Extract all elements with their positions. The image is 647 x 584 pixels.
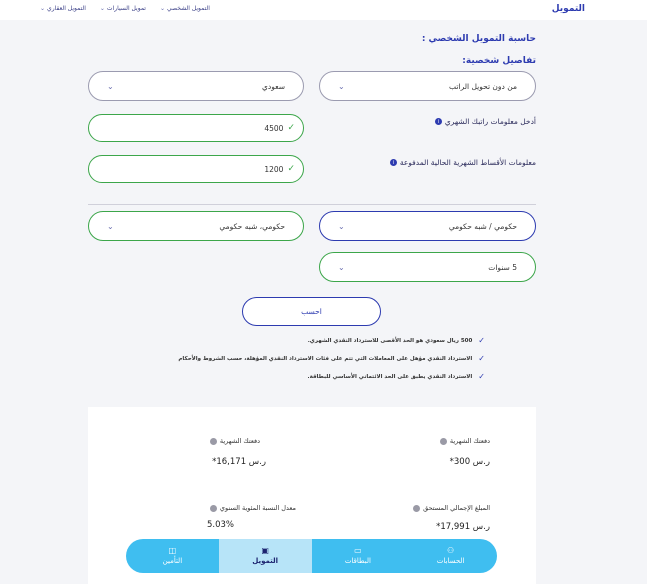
accounts-icon: ⚇ xyxy=(447,546,455,555)
chevron-down-icon: ⌄ xyxy=(107,81,114,91)
salary-value: 4500 xyxy=(264,123,284,133)
select-value: سعودي xyxy=(262,81,285,91)
chevron-down-icon: ⌄ xyxy=(338,262,345,272)
finance-icon: ▣ xyxy=(261,546,269,555)
chevron-down-icon: ⌄ xyxy=(107,221,114,231)
chevron-down-icon: ⌄ xyxy=(99,5,105,12)
nav-real-estate[interactable] xyxy=(40,5,86,12)
section-subtitle: تفاصيل شخصية: xyxy=(462,56,536,66)
nav-label: تمويل السيارات xyxy=(106,5,146,12)
nav-label: التمويل العقاري xyxy=(47,5,86,12)
bottom-nav-accounts[interactable] xyxy=(404,539,497,573)
notes-list xyxy=(178,338,485,392)
info-icon[interactable] xyxy=(210,438,217,445)
select-value: 5 سنوات xyxy=(488,262,517,272)
select-value: حكومي / شبه حكومي xyxy=(448,221,517,231)
bottom-nav-label: التمويل xyxy=(252,557,279,565)
nav-label: التمويل الشخصي xyxy=(167,5,210,12)
employer-type-select[interactable] xyxy=(319,211,536,241)
employer-subtype-select[interactable] xyxy=(88,211,304,241)
bottom-nav-label: الحسابات xyxy=(436,557,465,565)
calculate-button[interactable]: احسب xyxy=(242,297,381,326)
total-amount-label xyxy=(413,504,490,512)
nav-car-finance[interactable] xyxy=(100,5,146,12)
monthly-payment-2-label xyxy=(210,437,260,445)
info-icon[interactable] xyxy=(413,505,420,512)
salary-transfer-select[interactable] xyxy=(319,71,536,101)
monthly-payment-value: ر.س 300* xyxy=(449,457,490,467)
select-value: من دون تحويل الراتب xyxy=(449,81,517,91)
bottom-nav xyxy=(126,539,497,573)
bottom-nav-insurance[interactable] xyxy=(126,539,219,573)
top-nav xyxy=(40,5,210,12)
label-text: معدل النسبة المئوية السنوي xyxy=(219,504,296,512)
bottom-nav-finance[interactable] xyxy=(219,539,312,573)
info-icon[interactable]: i xyxy=(390,159,397,166)
info-icon[interactable]: i xyxy=(435,118,442,125)
divider xyxy=(88,204,536,205)
nav-personal-finance[interactable] xyxy=(160,5,210,12)
top-bar xyxy=(0,0,647,20)
note-item xyxy=(178,356,485,362)
monthly-payment-2-value: ر.س 16,171* xyxy=(212,457,266,467)
note-text: الاسترداد النقدي يطبق على الحد الائتماني الأساسي للبطاقة. xyxy=(307,374,473,380)
check-icon: ✓ xyxy=(287,164,295,174)
apr-value: 5.03% xyxy=(207,520,235,530)
label-text: المبلغ الإجمالي المستحق xyxy=(423,504,490,512)
brand-title[interactable]: التمويل xyxy=(551,4,585,14)
note-item xyxy=(178,374,485,380)
bottom-nav-label: التأمين xyxy=(162,557,183,565)
salary-input[interactable] xyxy=(88,114,304,142)
installments-value: 1200 xyxy=(264,164,284,174)
chevron-down-icon: ⌄ xyxy=(40,5,46,12)
card-icon: ▭ xyxy=(354,546,362,555)
select-value: حكومي، شبه حكومي xyxy=(219,221,285,231)
check-icon: ✓ xyxy=(287,123,295,133)
bottom-nav-cards[interactable] xyxy=(312,539,405,573)
chevron-down-icon: ⌄ xyxy=(159,5,165,12)
note-text: 500 ريال سعودي هو الحد الأقصى للاسترداد النقدي الشهري. xyxy=(307,338,473,344)
chevron-down-icon: ⌄ xyxy=(338,221,345,231)
installments-label xyxy=(390,158,536,167)
label-text: دفعتك الشهرية xyxy=(219,437,260,445)
salary-label-text: أدخل معلومات راتبك الشهري xyxy=(444,117,536,126)
monthly-payment-label xyxy=(440,437,490,445)
check-icon: ✓ xyxy=(478,372,485,381)
apr-label xyxy=(210,504,296,512)
page-title: حاسبة التمويل الشخصي : xyxy=(421,34,536,44)
chevron-down-icon: ⌄ xyxy=(338,81,345,91)
note-item xyxy=(178,338,485,344)
installments-label-text: معلومات الأقساط الشهرية الحالية المدفوعة xyxy=(399,158,536,167)
label-text: دفعتك الشهرية xyxy=(449,437,490,445)
check-icon: ✓ xyxy=(478,336,485,345)
check-icon: ✓ xyxy=(478,354,485,363)
tenure-select[interactable] xyxy=(319,252,536,282)
bottom-nav-label: البطاقات xyxy=(344,557,371,565)
note-text: الاسترداد النقدي مؤهل على المعاملات التي تتم على فئات الاسترداد النقدي المؤهلة، حسب الشروط والأحكام xyxy=(178,356,473,362)
insurance-icon: ◫ xyxy=(168,546,177,555)
total-amount-value: ر.س 17,991* xyxy=(436,522,490,532)
salary-label xyxy=(435,117,536,126)
info-icon[interactable] xyxy=(440,438,447,445)
installments-input[interactable] xyxy=(88,155,304,183)
info-icon[interactable] xyxy=(210,505,217,512)
nationality-select[interactable] xyxy=(88,71,304,101)
